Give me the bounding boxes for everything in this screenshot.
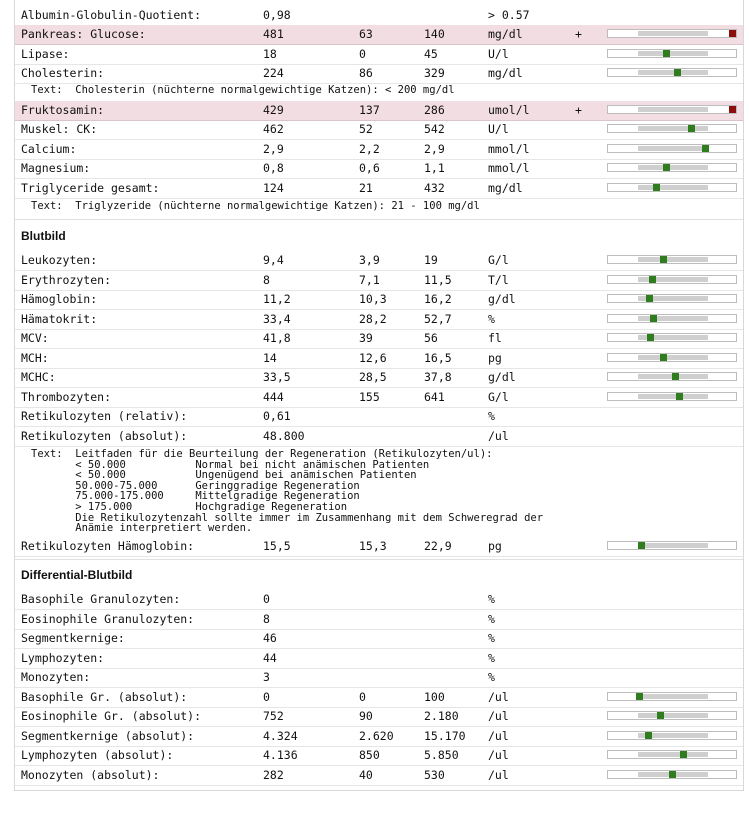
value-marker xyxy=(688,125,695,132)
reference-range-gauge xyxy=(607,183,737,192)
unit: G/l xyxy=(488,389,509,404)
reference-range-band xyxy=(638,51,708,56)
abnormal-flag: + xyxy=(575,27,582,42)
test-name: Hämatokrit: xyxy=(21,311,98,326)
reference-min: 63 xyxy=(359,27,373,42)
test-value: 15,5 xyxy=(263,539,291,553)
test-name: Lipase: xyxy=(21,46,70,61)
unit: mmol/l xyxy=(488,161,530,176)
reference-min: 21 xyxy=(359,180,373,195)
reference-max: 2.180 xyxy=(424,709,459,723)
test-name: Monozyten: xyxy=(21,670,91,684)
value-marker xyxy=(729,30,736,37)
unit: /ul xyxy=(488,428,509,443)
unit: mg/dl xyxy=(488,27,523,42)
unit: umol/l xyxy=(488,103,530,117)
reference-min: 137 xyxy=(359,103,380,117)
test-value: 33,5 xyxy=(263,370,291,384)
reference-min: 2,2 xyxy=(359,141,380,156)
test-value: 8 xyxy=(263,611,270,626)
reference-min: 850 xyxy=(359,748,380,762)
reference-min: 40 xyxy=(359,767,373,782)
abnormal-flag: + xyxy=(575,103,582,117)
test-name: Basophile Gr. (absolut): xyxy=(21,689,188,704)
reference-range-band xyxy=(638,126,708,131)
unit: mg/dl xyxy=(488,66,523,81)
lab-row-cholesterin xyxy=(15,64,743,84)
value-marker xyxy=(647,334,654,341)
reference-max: 530 xyxy=(424,767,445,782)
test-name: Retikulozyten (absolut): xyxy=(21,428,188,443)
note-triglyceride: Text: Triglyzeride (nüchterne normalgewichtige Katzen): 21 - 100 mg/dl xyxy=(31,200,480,212)
note-retikulozyten: Text: Leitfaden für die Beurteilung der Regeneration (Retikulozyten/ul): < 50.000 Normal bei nicht anämischen Patienten < 50.000 Ungenügend bei anämischen Patienten 50.000-75.000 Geringgradige Regeneration 75.000-175.000 Mittelgradige Regeneration > 175.000 Hochgradige Regeneration Die Retikulozytenzahl sollte immer im Zusammenhang mit dem Schweregrad der Anämie interpretiert werden. xyxy=(31,448,544,535)
lab-row-mch xyxy=(15,349,743,369)
unit: fl xyxy=(488,331,502,345)
test-value: 462 xyxy=(263,122,284,137)
reference-max: 329 xyxy=(424,66,445,81)
test-value: 444 xyxy=(263,389,284,404)
value-marker xyxy=(672,373,679,380)
unit: pg xyxy=(488,350,502,365)
test-value: 46 xyxy=(263,631,277,645)
test-value: 429 xyxy=(263,103,284,117)
reference-range-band xyxy=(638,394,708,399)
lab-row-lipase xyxy=(15,45,743,65)
test-name: Segmentkernige: xyxy=(21,631,125,645)
test-value: 0 xyxy=(263,689,270,704)
test-name: Erythrozyten: xyxy=(21,272,112,287)
reference-range-gauge xyxy=(607,49,737,58)
reference-range-band xyxy=(638,355,708,360)
value-marker xyxy=(669,771,676,778)
test-name: Thrombozyten: xyxy=(21,389,112,404)
lab-row-calcium xyxy=(15,140,743,160)
reference-range-gauge xyxy=(607,163,737,172)
lab-row-mchc xyxy=(15,368,743,388)
lab-row-leukozyten xyxy=(15,251,743,271)
unit: % xyxy=(488,650,495,665)
test-value: 18 xyxy=(263,46,277,61)
test-value: 41,8 xyxy=(263,331,291,345)
section-title-blutbild: Blutbild xyxy=(21,229,66,243)
value-marker xyxy=(638,542,645,549)
reference-max: 2,9 xyxy=(424,141,445,156)
unit: % xyxy=(488,592,495,606)
reference-min: 3,9 xyxy=(359,253,380,267)
test-value: 481 xyxy=(263,27,284,42)
reference-range-band xyxy=(638,543,708,548)
unit: G/l xyxy=(488,253,509,267)
reference-range-band xyxy=(638,31,708,36)
reference-range-gauge xyxy=(607,333,737,342)
test-name: Magnesium: xyxy=(21,161,91,176)
value-marker xyxy=(646,295,653,302)
lab-row-magnesium xyxy=(15,159,743,179)
reference-max: 432 xyxy=(424,180,445,195)
test-name: Lymphozyten: xyxy=(21,650,105,665)
lab-row-retikulozyten-relativ xyxy=(15,407,743,427)
reference-range-band xyxy=(638,713,708,718)
reference-range-gauge xyxy=(607,29,737,38)
reference-max: 45 xyxy=(424,46,438,61)
reference-max: 140 xyxy=(424,27,445,42)
reference-min: 39 xyxy=(359,331,373,345)
test-value: 0,8 xyxy=(263,161,284,176)
reference-range-gauge xyxy=(607,711,737,720)
lab-row-albumin-globulin-quotient xyxy=(15,6,743,26)
lab-row-monozyten-absolut xyxy=(15,766,743,786)
value-marker xyxy=(653,184,660,191)
test-name: Lymphozyten (absolut): xyxy=(21,748,174,762)
reference-max: 641 xyxy=(424,389,445,404)
lab-row-lymphozyten-absolut xyxy=(15,746,743,766)
test-value: 9,4 xyxy=(263,253,284,267)
reference-range-gauge xyxy=(607,124,737,133)
test-value: 124 xyxy=(263,180,284,195)
test-name: Segmentkernige (absolut): xyxy=(21,728,195,743)
reference-min: 0,6 xyxy=(359,161,380,176)
reference-max: 286 xyxy=(424,103,445,117)
test-name: Leukozyten: xyxy=(21,253,98,267)
reference-min: 155 xyxy=(359,389,380,404)
test-value: 0 xyxy=(263,592,270,606)
reference-range-band xyxy=(638,257,708,262)
lab-row-retikulozyten-absolut xyxy=(15,427,743,447)
reference-range-gauge xyxy=(607,770,737,779)
unit: g/dl xyxy=(488,292,516,306)
test-name: Retikulozyten Hämoglobin: xyxy=(21,539,195,553)
reference-range-gauge xyxy=(607,68,737,77)
unit: % xyxy=(488,311,495,326)
value-marker xyxy=(660,256,667,263)
reference-max: 11,5 xyxy=(424,272,452,287)
reference-range-gauge xyxy=(607,731,737,740)
lab-row-retikulozyten-hämoglobin xyxy=(15,537,743,557)
unit: /ul xyxy=(488,748,509,762)
reference-range-gauge xyxy=(607,294,737,303)
test-value: 224 xyxy=(263,66,284,81)
section-title-differential-blutbild: Differential-Blutbild xyxy=(21,568,133,582)
reference-min: 28,5 xyxy=(359,370,387,384)
reference-range-band xyxy=(638,107,708,112)
reference-range-band xyxy=(638,752,708,757)
test-name: Retikulozyten (relativ): xyxy=(21,409,188,423)
unit: U/l xyxy=(488,46,509,61)
test-value: 3 xyxy=(263,670,270,684)
lab-row-hämatokrit xyxy=(15,310,743,330)
test-name: Muskel: CK: xyxy=(21,122,98,137)
reference-max: 19 xyxy=(424,253,438,267)
reference-range-gauge xyxy=(607,144,737,153)
reference-max: 542 xyxy=(424,122,445,137)
reference-range-gauge xyxy=(607,541,737,550)
test-name: Triglyceride gesamt: xyxy=(21,180,160,195)
reference-min: 90 xyxy=(359,709,373,723)
unit: pg xyxy=(488,539,502,553)
lab-row-thrombozyten xyxy=(15,388,743,408)
reference-min: 12,6 xyxy=(359,350,387,365)
value-marker xyxy=(636,693,643,700)
reference-range-band xyxy=(638,694,708,699)
unit: /ul xyxy=(488,689,509,704)
unit: mg/dl xyxy=(488,180,523,195)
value-marker xyxy=(650,315,657,322)
test-name: Albumin-Globulin-Quotient: xyxy=(21,8,202,22)
reference-min: 52 xyxy=(359,122,373,137)
reference-range-band xyxy=(638,165,708,170)
test-value: 0,61 xyxy=(263,409,291,423)
test-value: 4.136 xyxy=(263,748,298,762)
test-value: 11,2 xyxy=(263,292,291,306)
reference-max: 37,8 xyxy=(424,370,452,384)
unit: g/dl xyxy=(488,370,516,384)
reference-max: 15.170 xyxy=(424,728,466,743)
test-value: 282 xyxy=(263,767,284,782)
test-name: MCH: xyxy=(21,350,49,365)
unit: % xyxy=(488,409,495,423)
test-name: Cholesterin: xyxy=(21,66,105,81)
section-divider xyxy=(15,219,743,220)
reference-min: 2.620 xyxy=(359,728,394,743)
test-name: Fruktosamin: xyxy=(21,103,105,117)
lab-row-basophile-gr-absolut xyxy=(15,688,743,708)
value-marker xyxy=(663,50,670,57)
lab-row-monozyten xyxy=(15,668,743,688)
test-value: 33,4 xyxy=(263,311,291,326)
unit: /ul xyxy=(488,709,509,723)
reference-range-gauge xyxy=(607,353,737,362)
test-value: 4.324 xyxy=(263,728,298,743)
lab-row-mcv xyxy=(15,329,743,349)
section-divider xyxy=(15,559,743,560)
reference-max: 100 xyxy=(424,689,445,704)
lab-row-pankreas-glucose xyxy=(15,25,743,45)
lab-row-muskel-ck xyxy=(15,120,743,140)
lab-row-eosinophile-granulozyten xyxy=(15,610,743,630)
reference-min: 28,2 xyxy=(359,311,387,326)
test-value: 752 xyxy=(263,709,284,723)
test-name: MCV: xyxy=(21,331,49,345)
test-name: Monozyten (absolut): xyxy=(21,767,160,782)
value-marker xyxy=(645,732,652,739)
reference-range-gauge xyxy=(607,105,737,114)
reference-range-band xyxy=(638,146,708,151)
reference-min: 7,1 xyxy=(359,272,380,287)
reference-min: 0 xyxy=(359,689,366,704)
lab-row-hämoglobin xyxy=(15,290,743,310)
value-marker xyxy=(729,106,736,113)
lab-row-triglyceride-gesamt xyxy=(15,179,743,199)
reference-range-gauge xyxy=(607,255,737,264)
reference-range-band xyxy=(638,70,708,75)
unit: % xyxy=(488,611,495,626)
lab-row-lymphozyten xyxy=(15,649,743,669)
value-marker xyxy=(680,751,687,758)
test-name: MCHC: xyxy=(21,370,56,384)
test-name: Pankreas: Glucose: xyxy=(21,27,146,42)
test-value: 2,9 xyxy=(263,141,284,156)
test-value: 48.800 xyxy=(263,428,305,443)
reference-range-gauge xyxy=(607,275,737,284)
test-value: 44 xyxy=(263,650,277,665)
test-name: Eosinophile Granulozyten: xyxy=(21,611,195,626)
note-cholesterin: Text: Cholesterin (nüchterne normalgewichtige Katzen): < 200 mg/dl xyxy=(31,84,455,96)
unit: % xyxy=(488,670,495,684)
reference-max: 16,2 xyxy=(424,292,452,306)
test-value: 0,98 xyxy=(263,8,291,22)
reference-max: 56 xyxy=(424,331,438,345)
value-marker xyxy=(660,354,667,361)
lab-row-fruktosamin xyxy=(15,101,743,121)
reference-range-gauge xyxy=(607,372,737,381)
test-name: Hämoglobin: xyxy=(21,292,98,306)
lab-row-segmentkernige-absolut xyxy=(15,727,743,747)
reference-min: 0 xyxy=(359,46,366,61)
unit: /ul xyxy=(488,767,509,782)
value-marker xyxy=(702,145,709,152)
reference-max: 5.850 xyxy=(424,748,459,762)
test-name: Basophile Granulozyten: xyxy=(21,592,181,606)
reference-max: 1,1 xyxy=(424,161,445,176)
value-marker xyxy=(676,393,683,400)
value-marker xyxy=(663,164,670,171)
reference-range-gauge xyxy=(607,750,737,759)
reference-min: 15,3 xyxy=(359,539,387,553)
reference-range-band xyxy=(638,316,708,321)
unit: mmol/l xyxy=(488,141,530,156)
reference-range-gauge xyxy=(607,314,737,323)
reference-max: 16,5 xyxy=(424,350,452,365)
value-marker xyxy=(649,276,656,283)
unit: % xyxy=(488,631,495,645)
value-marker xyxy=(657,712,664,719)
reference-range-gauge xyxy=(607,392,737,401)
lab-report xyxy=(14,0,744,791)
test-name: Eosinophile Gr. (absolut): xyxy=(21,709,202,723)
unit: U/l xyxy=(488,122,509,137)
test-value: 14 xyxy=(263,350,277,365)
lab-row-basophile-granulozyten xyxy=(15,590,743,610)
test-name: Calcium: xyxy=(21,141,77,156)
lab-row-erythrozyten xyxy=(15,271,743,291)
unit: > 0.57 xyxy=(488,8,530,22)
reference-range-gauge xyxy=(607,692,737,701)
reference-min: 10,3 xyxy=(359,292,387,306)
value-marker xyxy=(674,69,681,76)
unit: T/l xyxy=(488,272,509,287)
reference-max: 52,7 xyxy=(424,311,452,326)
test-value: 8 xyxy=(263,272,270,287)
unit: /ul xyxy=(488,728,509,743)
lab-row-eosinophile-gr-absolut xyxy=(15,707,743,727)
reference-min: 86 xyxy=(359,66,373,81)
reference-max: 22,9 xyxy=(424,539,452,553)
reference-range-band xyxy=(638,185,708,190)
lab-row-segmentkernige xyxy=(15,629,743,649)
